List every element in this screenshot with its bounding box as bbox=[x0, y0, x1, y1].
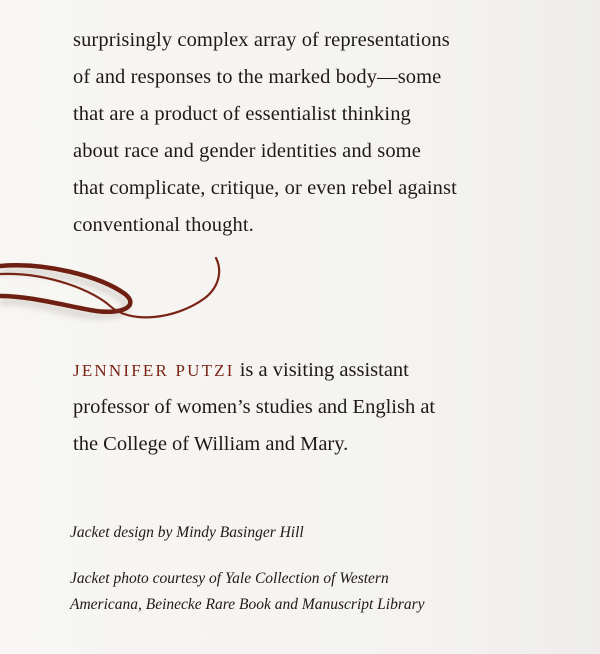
paragraph-line: that complicate, critique, or even rebel against bbox=[73, 177, 457, 199]
bio-line-1-rest: is a visiting assistant bbox=[234, 359, 409, 381]
decorative-swash-ornament bbox=[0, 250, 240, 330]
paragraph-line: that are a product of essentialist thinking bbox=[73, 103, 411, 125]
description-paragraph bbox=[73, 22, 573, 244]
photo-credit-line-2: Americana, Beinecke Rare Book and Manuscript Library bbox=[70, 596, 425, 613]
author-name: JENNIFER PUTZI bbox=[73, 361, 235, 380]
bio-line-2: professor of women’s studies and English at bbox=[73, 396, 436, 418]
paragraph-line: conventional thought. bbox=[73, 214, 254, 236]
paragraph-line: about race and gender identities and some bbox=[73, 140, 421, 162]
design-credit: Jacket design by Mindy Basinger Hill bbox=[70, 524, 304, 541]
bio-line bbox=[73, 352, 573, 389]
author-bio bbox=[73, 352, 573, 463]
paragraph-line: surprisingly complex array of representations bbox=[73, 29, 450, 51]
bio-line-3: the College of William and Mary. bbox=[73, 433, 349, 455]
paragraph-line: of and responses to the marked body—some bbox=[73, 66, 442, 88]
photo-credit-line-1: Jacket photo courtesy of Yale Collection of Western bbox=[70, 570, 389, 587]
jacket-credits bbox=[70, 520, 580, 618]
